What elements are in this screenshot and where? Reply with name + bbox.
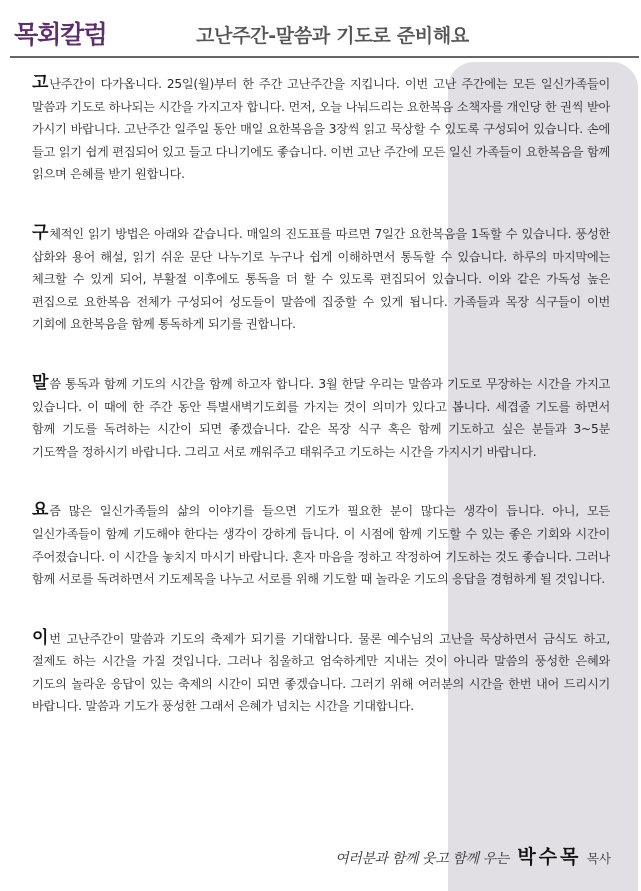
signature-phrase: 여러분과 함께 웃고 함께 우는: [335, 851, 509, 867]
paragraph-4: [32, 499, 610, 590]
header-divider: [10, 56, 639, 58]
paragraph-text: 번 고난주간이 말씀과 기도의 축제가 되기를 기대합니다. 물론 예수님의 고난을 묵상하면서 금식도 하고, 절제도 하는 시간을 가질 것입니다. 그러나 침울하고 엄숙하게만 지내는 것이 아니라 말씀의 풍성한 은혜와 기도의 놀라운 응답이 있는 축제의 시간이 되면 좋겠습니다. 그러기 위해 여러분의 시간을 한번 내어 드리시기 바랍니다. 말씀과 기도가 풍성한 그래서 은혜가 넘치는 시간을 기대합니다.: [32, 631, 610, 714]
paragraph-5: [32, 627, 610, 718]
author-signature: [335, 842, 611, 869]
paragraph-lead-char: 구: [32, 222, 49, 243]
paragraph-lead-char: 말: [32, 372, 49, 393]
paragraph-text: 씀 통독과 함께 기도의 시간을 함께 하고자 합니다. 3월 한달 우리는 말씀과 기도로 무장하는 시간을 가지고 있습니다. 이 때에 한 주간 동안 특별새벽기도회를 가지는 것이 의미가 있다고 봅니다. 세겹줄 기도를 하면서 함께 기도를 독려하는 시간이 되면 좋겠습니다. 같은 목장 식구 혹은 함께 기도하고 싶은 분들과 3~5분 기도짝을 정하시기 바랍니다. 그리고 서로 깨워주고 태워주고 기도하는 시간을 가지시기 바랍니다.: [32, 376, 610, 459]
author-title: 목사: [586, 851, 611, 866]
paragraph-text: 즘 많은 일신가족들의 삶의 이야기를 들으면 기도가 필요한 분이 많다는 생각이 듭니다. 아니, 모든 일신가족들이 함께 기도해야 한다는 생각이 강하게 듭니다. 이 시점에 함께 기도할 수 있는 좋은 기회와 시간이 주어졌습니다. 이 시간을 놓치지 마시기 바랍니다. 혼자 마음을 정하고 작정하여 기도하는 것도 좋습니다. 그러나 함께 서로를 독려하면서 기도제목을 나누고 서로를 위해 기도할 때 놀라운 기도의 응답을 경험하게 될 것입니다.: [32, 504, 610, 587]
column-brand: 목회칼럼: [14, 20, 107, 49]
paragraph-text: 난주간이 다가옵니다. 25일(월)부터 한 주간 고난주간을 지킵니다. 이번 고난 주간에는 모든 일신가족들이 말씀과 기도로 하나되는 시간을 가지고자 합니다. 먼저, 오늘 나눠드리는 요한복음 소책자를 개인당 한 권씩 받아 가시기 바랍니다. 고난주간 일주일 동안 매일 요한복음을 3장씩 읽고 묵상할 수 있도록 구성되어 있습니다. 손에 들고 읽기 쉽게 편집되어 있고 들고 다니기에도 좋습니다. 이번 고난 주간에 모든 일신 가족들이 요한복음을 함께 읽으며 은혜를 받기 원합니다.: [32, 77, 610, 182]
paragraph-1: [32, 72, 610, 186]
paragraph-3: [32, 372, 610, 463]
column-body: [32, 72, 610, 718]
paragraph-2: [32, 222, 610, 336]
paragraph-lead-char: 요: [32, 500, 49, 521]
paragraph-lead-char: 고: [32, 73, 49, 93]
column-header: [0, 0, 641, 62]
paragraph-text: 체적인 읽기 방법은 아래와 같습니다. 매일의 진도표를 따르면 7일간 요한복음을 1독할 수 있습니다. 풍성한 삽화와 용어 해설, 읽기 쉬운 문단 나누기로 누구나 쉽게 이해하면서 통독할 수 있습니다. 하루의 마지막에는 체크할 수 있게 되어, 부활절 이후에도 통독을 더 할 수 있도록 편집되어 있습니다. 이와 같은 가독성 높은 편집으로 요한복음 전체가 구성되어 성도들이 말씀에 집중할 수 있게 됩니다. 가족들과 목장 식구들이 이번 기회에 요한복음을 함께 통독하게 되기를 권합니다.: [32, 226, 610, 332]
author-name: 박수목: [517, 846, 582, 868]
page-title: 고난주간-말씀과 기도로 준비해요: [196, 25, 469, 47]
paragraph-lead-char: 이: [32, 627, 49, 648]
